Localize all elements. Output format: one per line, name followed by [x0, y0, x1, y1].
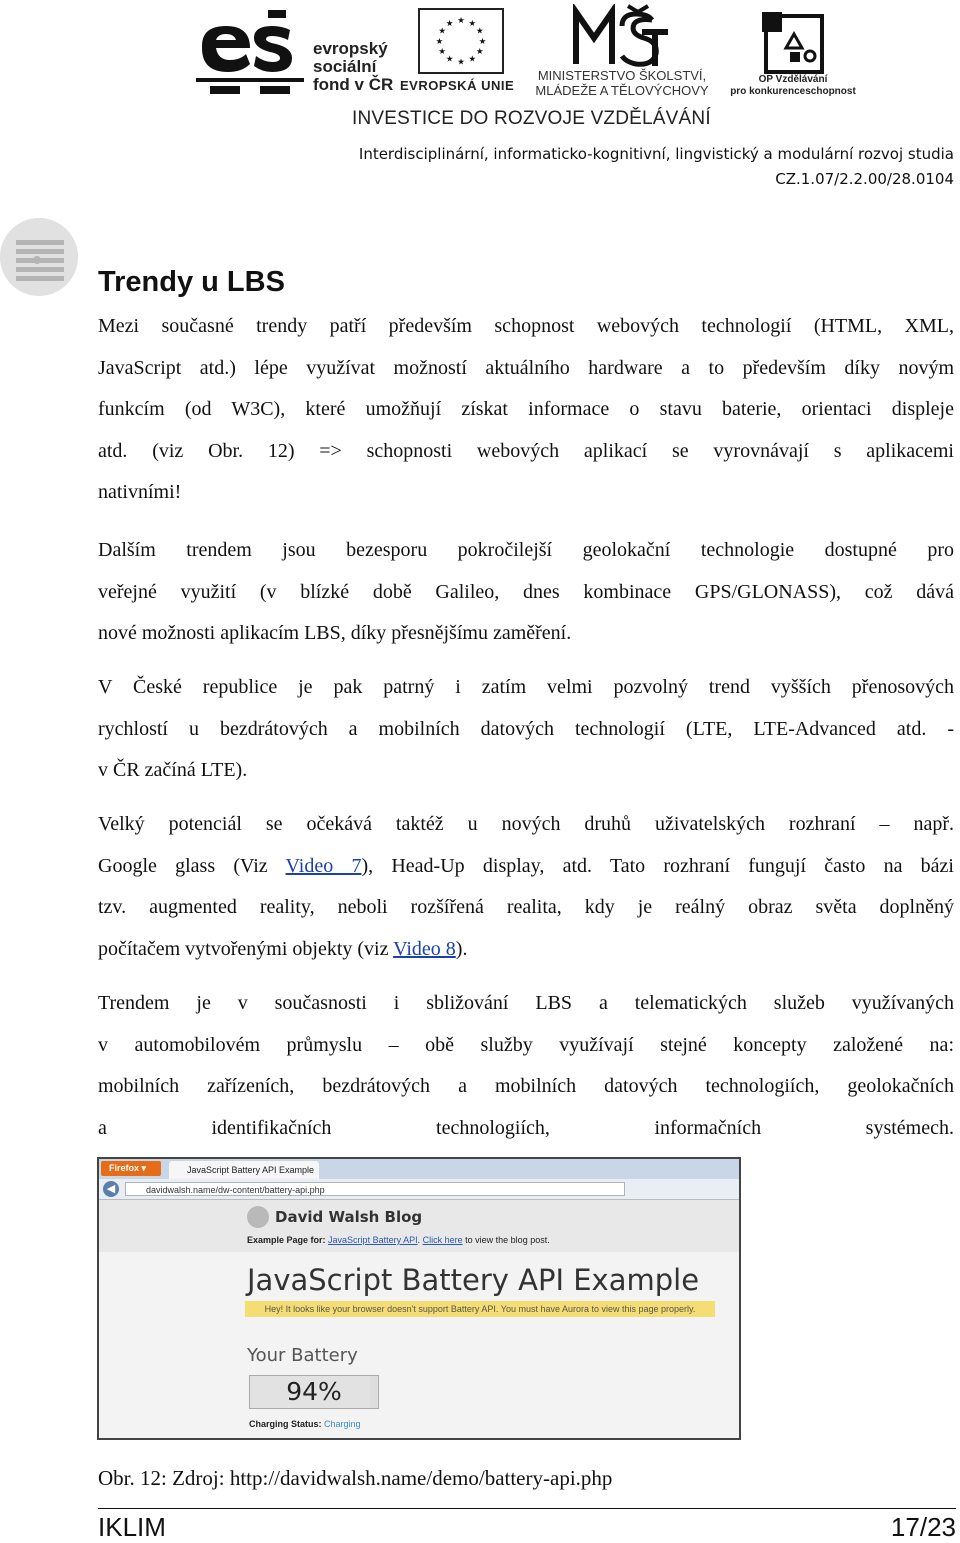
video-7-link[interactable]: Video 7: [285, 854, 362, 877]
text-segment: počítačem vytvořenými objekty (viz: [98, 937, 394, 960]
paragraph-interfaces: [98, 804, 954, 970]
svg-text:★: ★: [438, 25, 447, 36]
text-line: veřejné využití (v blízké době Galileo, dnes kombinace GPS/GLONASS), což dává: [98, 580, 954, 603]
battery-heading: Your Battery: [247, 1345, 358, 1366]
figure-caption: Obr. 12: Zdroj: http://davidwalsh.name/demo/battery-api.php: [98, 1466, 613, 1490]
project-code: CZ.1.07/2.2.00/28.0104: [775, 170, 954, 188]
demo-page-title: JavaScript Battery API Example: [247, 1263, 700, 1297]
text-line: Velký potenciál se očekává taktéž u nových druhů uživatelských rozhraní – např.: [98, 813, 954, 835]
charging-value: Charging: [324, 1419, 361, 1429]
text-line: rychlostí u bezdrátových a mobilních datových technologií (LTE, LTE-Advanced atd. -: [98, 717, 954, 740]
charging-label: Charging Status:: [249, 1419, 322, 1429]
battery-api-screenshot: [97, 1157, 741, 1440]
charging-status: [249, 1419, 361, 1429]
text-line: nové možnosti aplikacím LBS, díky přesnějšímu zaměření.: [98, 622, 572, 644]
svg-text:★: ★: [445, 53, 454, 64]
op-logo-text: OP Vzdělávání pro konkurenceschopnost: [730, 74, 856, 97]
text-line: a identifikačních technologiích, informačních systémech.: [98, 1116, 954, 1139]
browser-support-notice: Hey! It looks like your browser doesn't support Battery API. You must have Aurora to view this page properly.: [245, 1301, 715, 1317]
browser-nav-bar: [99, 1179, 739, 1200]
blog-logo-icon: [247, 1206, 269, 1228]
svg-text:★: ★: [468, 53, 477, 64]
svg-text:★: ★: [468, 17, 477, 28]
example-link[interactable]: JavaScript Battery API: [328, 1235, 418, 1245]
svg-text:★: ★: [475, 46, 484, 57]
text-segment: ), Head-Up display, atd. Tato rozhraní fungují často na bázi: [361, 854, 954, 877]
text-line: Trendem je v současnosti i sbližování LBS a telematických služeb využívaných: [98, 992, 954, 1014]
url-bar[interactable]: davidwalsh.name/dw-content/battery-api.php: [125, 1182, 625, 1196]
esf-logo: [196, 8, 304, 98]
eu-label: EVROPSKÁ UNIE: [400, 78, 515, 93]
text-line: [98, 846, 954, 888]
click-here-link[interactable]: Click here: [422, 1235, 463, 1245]
text-line: funkcím (od W3C), které umožňují získat informace o stavu baterie, orientaci displeje: [98, 398, 954, 420]
example-rest: to view the blog post.: [465, 1235, 550, 1245]
svg-text:★: ★: [435, 35, 444, 46]
msmt-logo-text: MINISTERSTVO ŠKOLSTVÍ, MLÁDEŽE A TĚLOVÝCHOVY: [535, 68, 709, 98]
browser-tab[interactable]: JavaScript Battery API Example: [169, 1161, 319, 1179]
text-line: V České republice je pak patrný i zatím velmi pozvolný trend vyšších přenosových: [98, 676, 954, 698]
svg-text:★: ★: [478, 35, 487, 46]
example-label: Example Page for:: [247, 1235, 326, 1245]
op-logo: [758, 8, 830, 74]
eu-flag-icon: [418, 8, 504, 74]
page-number: 17/23: [890, 1512, 956, 1542]
text-segment: Google glass (Viz: [98, 854, 286, 877]
text-line: tzv. augmented reality, neboli rozšířená realita, kdy je reálný obraz světa doplněný: [98, 896, 954, 918]
paragraph-telematics: [98, 983, 954, 1149]
blog-title[interactable]: David Walsh Blog: [275, 1208, 423, 1226]
back-arrow-icon[interactable]: ◀: [103, 1181, 119, 1197]
esf-logo-text: evropský sociální fond v ČR: [313, 39, 394, 94]
document-lines-icon: [0, 218, 78, 296]
paragraph-geolocation: [98, 530, 954, 655]
investment-banner: INVESTICE DO ROZVOJE VZDĚLÁVÁNÍ: [352, 108, 711, 129]
text-line: nativními!: [98, 481, 182, 503]
example-page-line: [247, 1235, 550, 1245]
blog-header: [99, 1200, 739, 1252]
example-separator: .: [417, 1235, 421, 1245]
paragraph-lte: [98, 667, 954, 792]
section-heading: Trendy u LBS: [98, 266, 285, 298]
text-line: atd. (viz Obr. 12) => schopnosti webových aplikací se vyrovnávají s aplikacemi: [98, 439, 954, 462]
text-segment: ).: [455, 937, 468, 960]
text-line: Mezi současné trendy patří především schopnost webových technologií (HTML, XML,: [98, 315, 954, 337]
paragraph-trends: [98, 306, 954, 514]
svg-text:★: ★: [438, 46, 447, 57]
video-8-link[interactable]: Video 8: [393, 937, 456, 960]
svg-text:★: ★: [475, 25, 484, 36]
text-line: Dalším trendem jsou bezesporu pokročilejší geolokační technologie dostupné pro: [98, 539, 954, 561]
text-line: [98, 929, 954, 971]
project-title: Interdisciplinární, informaticko-kognitivní, lingvistický a modulární rozvoj studia: [358, 145, 954, 163]
footer-divider: [98, 1508, 956, 1509]
firefox-menu-button[interactable]: Firefox ▾: [101, 1161, 161, 1176]
text-line: v automobilovém průmyslu – obě služby využívají stejné koncepty založené na:: [98, 1033, 954, 1056]
text-line: mobilních zařízeních, bezdrátových a mobilních datových technologiích, geolokačních: [98, 1075, 954, 1097]
text-line: JavaScript atd.) lépe využívat možností aktuálního hardware a to především díky novým: [98, 356, 954, 379]
svg-text:★: ★: [457, 56, 465, 67]
msmt-logo: [572, 4, 672, 70]
battery-value: 94%: [286, 1377, 342, 1406]
text-line: v ČR začíná LTE).: [98, 759, 248, 781]
footer-course: IKLIM: [98, 1512, 166, 1542]
svg-text:★: ★: [457, 15, 465, 26]
svg-text:★: ★: [445, 17, 454, 28]
browser-tab-bar: [99, 1159, 739, 1179]
